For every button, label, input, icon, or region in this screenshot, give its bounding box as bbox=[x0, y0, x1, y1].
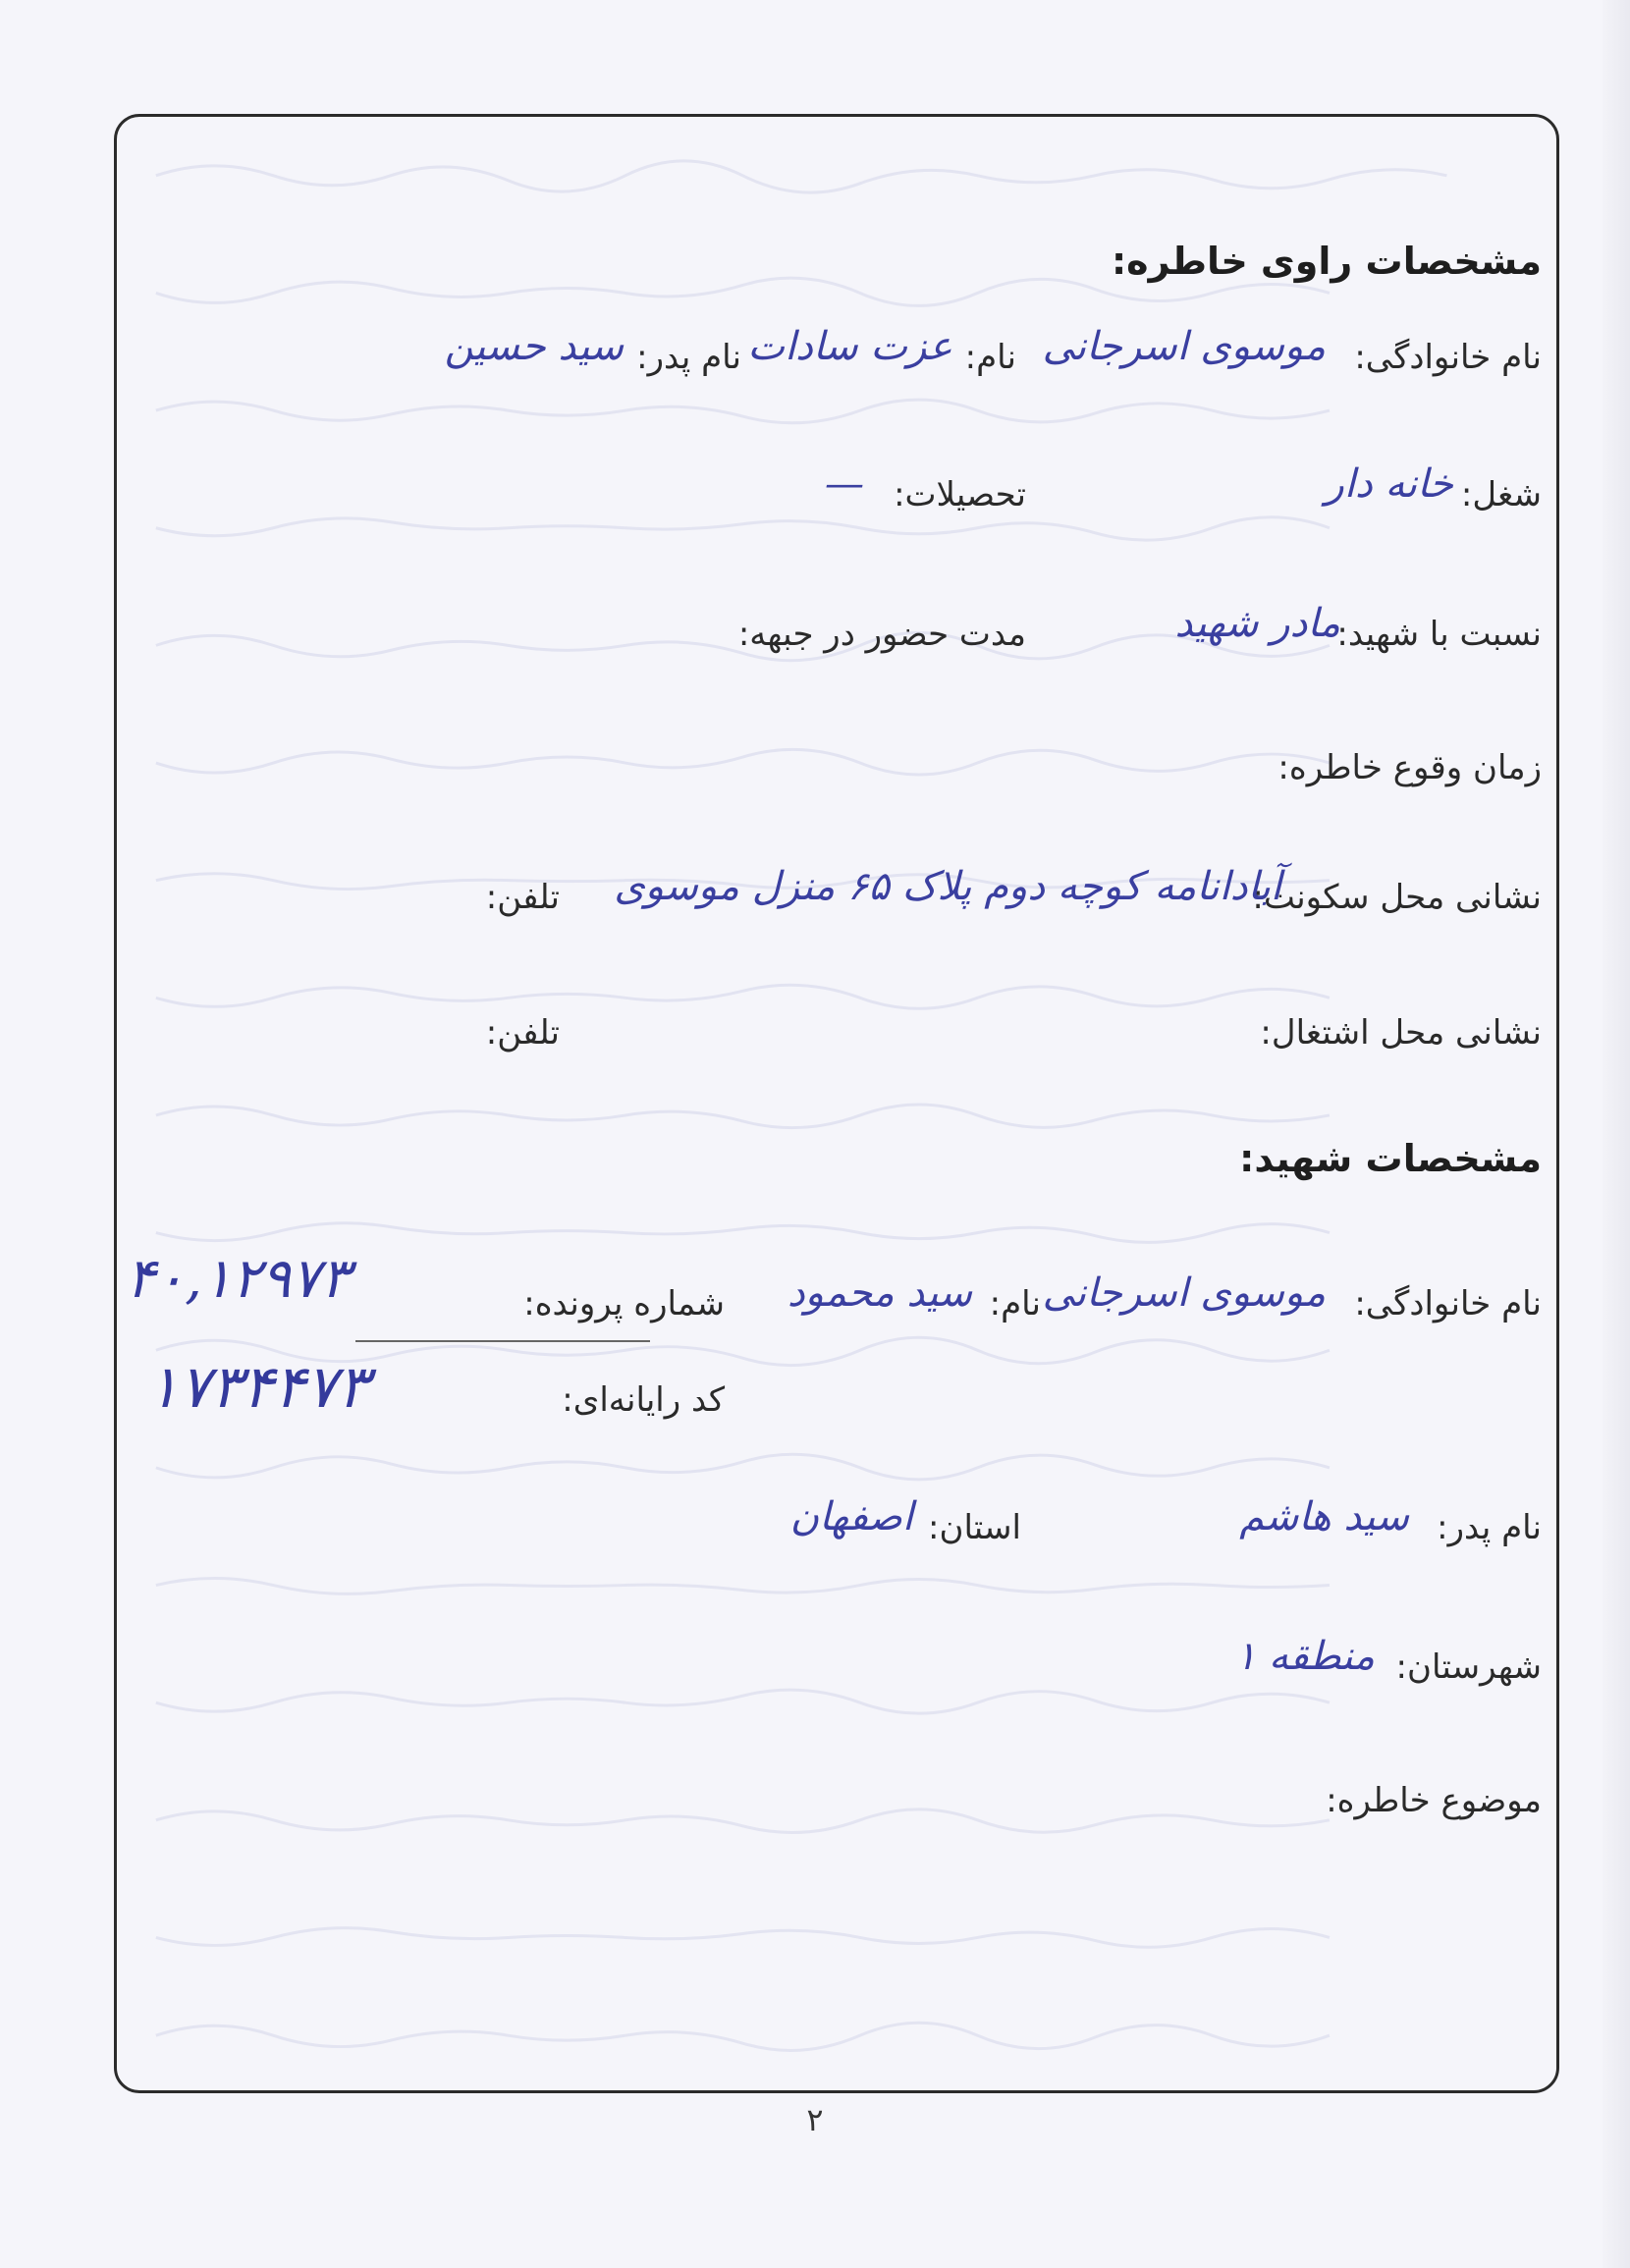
narrator-education-label: تحصیلات: bbox=[894, 475, 1026, 514]
martyr-county-row bbox=[88, 1634, 1542, 1702]
narrator-family-name-value: موسوی اسرجانی bbox=[1042, 324, 1326, 369]
martyr-father-name-label: نام پدر: bbox=[1437, 1508, 1542, 1547]
martyr-heading: مشخصات شهید: bbox=[1239, 1137, 1542, 1180]
narrator-father-name-label: نام پدر: bbox=[636, 338, 741, 377]
martyr-heading-row bbox=[88, 1129, 1542, 1198]
martyr-file-number-label: شماره پرونده: bbox=[523, 1284, 725, 1323]
martyr-county-value: منطقه ۱ bbox=[1234, 1634, 1375, 1679]
narrator-memory-time-row bbox=[88, 734, 1542, 803]
martyr-memory-subject-label: موضوع خاطره: bbox=[1326, 1781, 1542, 1820]
narrator-job-value: خانه دار bbox=[1325, 461, 1453, 507]
narrator-memory-time-label: زمان وقوع خاطره: bbox=[1277, 748, 1542, 787]
martyr-county-label: شهرستان: bbox=[1395, 1647, 1542, 1687]
martyr-family-name-label: نام خانوادگی: bbox=[1354, 1284, 1542, 1323]
narrator-heading: مشخصات راوی خاطره: bbox=[1111, 240, 1542, 283]
narrator-work-address-row bbox=[88, 999, 1542, 1068]
martyr-province-label: استان: bbox=[928, 1508, 1021, 1547]
martyr-computer-code-value: ۱۷۳۴۴۷۳ bbox=[147, 1353, 369, 1422]
martyr-first-name-label: نام: bbox=[989, 1284, 1041, 1323]
narrator-family-name-label: نام خانوادگی: bbox=[1354, 338, 1542, 377]
narrator-name-row bbox=[88, 324, 1542, 393]
narrator-relation-row bbox=[88, 601, 1542, 670]
martyr-father-row bbox=[88, 1494, 1542, 1563]
martyr-province-value: اصفهان bbox=[789, 1494, 913, 1539]
martyr-family-name-value: موسوی اسرجانی bbox=[1042, 1270, 1326, 1316]
file-number-underline bbox=[355, 1340, 650, 1342]
narrator-education-value: — bbox=[825, 461, 864, 507]
narrator-first-name-value: عزت سادات bbox=[747, 324, 952, 369]
martyr-memory-subject-row bbox=[88, 1767, 1542, 1836]
narrator-job-row bbox=[88, 461, 1542, 530]
narrator-front-duration-label: مدت حضور در جبهه: bbox=[737, 615, 1026, 654]
narrator-home-address-row bbox=[88, 864, 1542, 933]
narrator-home-address-value: آبادانامه کوچه دوم پلاک ۶۵ منزل موسوی bbox=[614, 864, 1281, 909]
narrator-job-label: شغل: bbox=[1460, 475, 1542, 514]
narrator-relation-value: مادر شهید bbox=[1174, 601, 1340, 646]
narrator-heading-row bbox=[88, 232, 1542, 300]
martyr-father-name-value: سید هاشم bbox=[1239, 1494, 1409, 1539]
narrator-first-name-label: نام: bbox=[964, 338, 1016, 377]
page-number: ۲ bbox=[806, 2101, 824, 2138]
martyr-file-number-value: ۴۰,۱۲۹۷۳ bbox=[126, 1247, 351, 1311]
martyr-first-name-value: سید محمود bbox=[787, 1270, 972, 1316]
narrator-home-phone-label: تلفن: bbox=[485, 878, 560, 917]
narrator-work-address-label: نشانی محل اشتغال: bbox=[1260, 1013, 1542, 1053]
narrator-relation-label: نسبت با شهید: bbox=[1336, 615, 1542, 654]
martyr-computer-code-label: کد رایانه‌ای: bbox=[562, 1380, 725, 1420]
narrator-home-address-label: نشانی محل سکونت: bbox=[1252, 878, 1542, 917]
narrator-father-name-value: سید حسین bbox=[444, 324, 624, 369]
narrator-work-phone-label: تلفن: bbox=[485, 1013, 560, 1053]
page-edge bbox=[1603, 0, 1630, 2268]
